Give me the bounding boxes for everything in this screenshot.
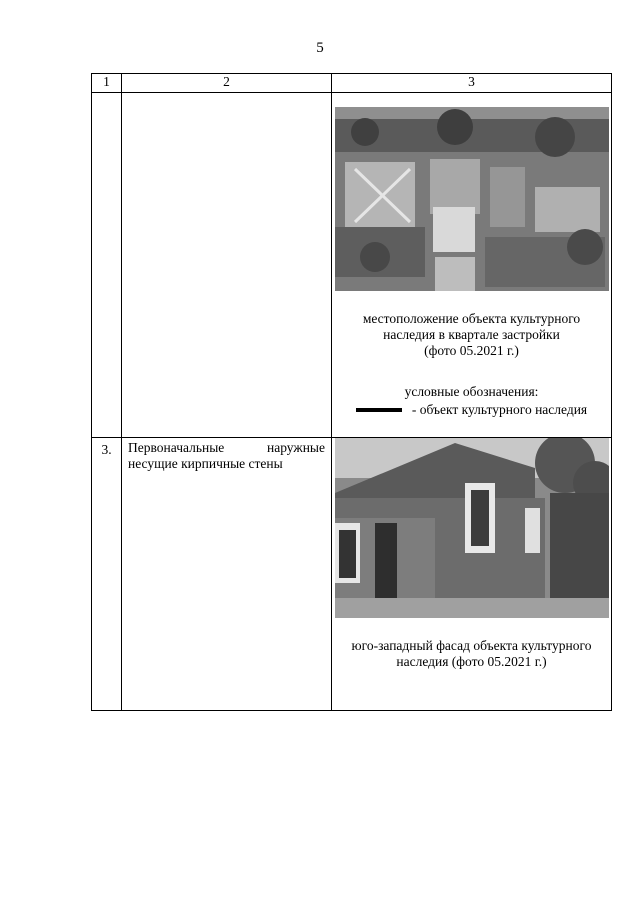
legend-title: условные обозначения: (404, 384, 539, 399)
description-line: несущие кирпичные стены (128, 456, 283, 471)
photo-cell (332, 93, 612, 438)
aerial-photo (335, 107, 609, 291)
header-col-1: 1 (92, 74, 122, 93)
table-row (92, 93, 612, 438)
legend-label: - объект культурного наследия (411, 402, 588, 417)
description-word: наружные (267, 440, 325, 455)
description-line (128, 440, 325, 456)
row-number-cell: 3. (92, 438, 122, 711)
description-word: Первоначальные (128, 440, 225, 455)
caption-line: наследия в квартале застройки (383, 327, 560, 342)
caption-line: местоположение объекта культурного (362, 311, 581, 326)
photo-cell (332, 438, 612, 711)
table-header-row (92, 74, 612, 93)
caption-line: юго-западный фасад объекта культурного (351, 638, 592, 653)
caption-line: (фото 05.2021 г.) (424, 343, 519, 358)
legend-line-icon (356, 408, 402, 412)
facade-photo (335, 438, 609, 618)
header-col-2: 2 (122, 74, 332, 93)
page-number: 5 (316, 40, 324, 56)
heritage-table (91, 73, 612, 711)
caption-line: наследия (фото 05.2021 г.) (396, 654, 547, 669)
photo-caption (332, 638, 611, 670)
header-col-3: 3 (332, 74, 612, 93)
table-row (92, 438, 612, 711)
photo-caption (332, 311, 611, 359)
row-number-cell (92, 93, 122, 438)
legend-item (332, 402, 611, 418)
description-cell (122, 93, 332, 438)
description-cell (122, 438, 332, 711)
